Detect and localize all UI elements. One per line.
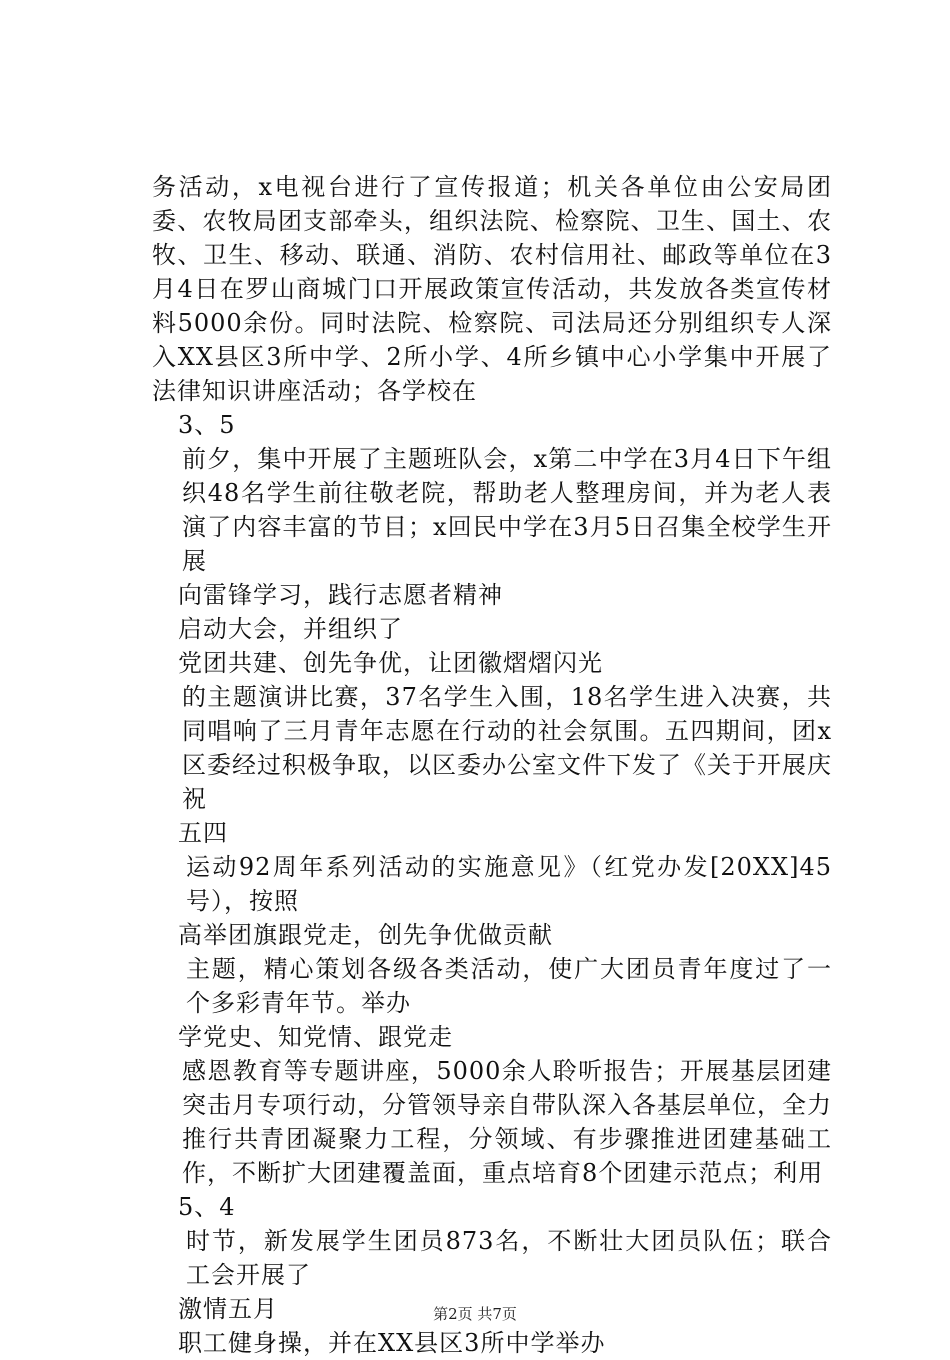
paragraph-8: 五四 <box>178 819 228 847</box>
document-body <box>152 170 832 1360</box>
paragraph-16: 激情五月 <box>178 1295 278 1323</box>
paragraph-3: 前夕，集中开展了主题班队会，x第二中学在3月4日下午组织48名学生前往敬老院，帮助老人整理房间，并为老人表演了内容丰富的节目；x回民中学在3月5日召集全校学生开展 <box>182 445 832 575</box>
paragraph-13: 感恩教育等专题讲座，5000余人聆听报告；开展基层团建突击月专项行动，分管领导亲自带队深入各基层单位，全力推行共青团凝聚力工程，分领域、有步骤推进团建基础工作，不断扩大团建覆盖面，重点培育8个团建示范点；利用 <box>182 1057 832 1187</box>
paragraph-17: 职工健身操，并在XX县区3所中学举办 <box>178 1329 606 1357</box>
paragraph-15: 时节，新发展学生团员873名，不断壮大团员队伍；联合工会开展了 <box>186 1227 832 1289</box>
paragraph-10: 高举团旗跟党走，创先争优做贡献 <box>178 921 553 949</box>
paragraph-9: 运动92周年系列活动的实施意见》（红党办发[20XX]45号），按照 <box>186 853 832 915</box>
paragraph-6: 党团共建、创先争优，让团徽熠熠闪光 <box>178 649 603 677</box>
paragraph-11: 主题，精心策划各级各类活动，使广大团员青年度过了一个多彩青年节。举办 <box>186 955 832 1017</box>
paragraph-2: 3、5 <box>178 411 236 439</box>
paragraph-7: 的主题演讲比赛，37名学生入围，18名学生进入决赛，共同唱响了三月青年志愿在行动的社会氛围。五四期间，团x区委经过积极争取，以区委办公室文件下发了《关于开展庆祝 <box>182 683 832 813</box>
paragraph-4: 向雷锋学习，践行志愿者精神 <box>178 581 503 609</box>
paragraph-14: 5、4 <box>178 1193 236 1221</box>
paragraph-12: 学党史、知党情、跟党走 <box>178 1023 453 1051</box>
paragraph-1: 务活动，x电视台进行了宣传报道；机关各单位由公安局团委、农牧局团支部牵头，组织法院、检察院、卫生、国土、农牧、卫生、移动、联通、消防、农村信用社、邮政等单位在3月4日在罗山商城门口开展政策宣传活动，共发放各类宣传材料5000余份。同时法院、检察院、司法局还分别组织专人深入XX县区3所中学、2所小学、4所乡镇中心小学集中开展了法律知识讲座活动；各学校在 <box>152 173 832 405</box>
paragraph-5: 启动大会，并组织了 <box>178 615 403 643</box>
page-footer: 第2页 共7页 <box>433 1305 517 1323</box>
